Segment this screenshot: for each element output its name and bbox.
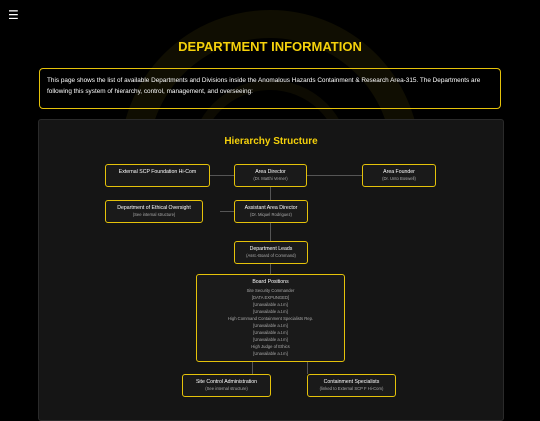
connector-director-assistant	[270, 187, 271, 201]
connector-board-sitecontrol	[252, 362, 253, 374]
node-subtitle: (Dr. Miquel Rodriguez)	[250, 212, 292, 217]
connector-board-containment	[307, 362, 308, 374]
node-title: Area Director	[255, 169, 286, 175]
node-subtitle: (linked to External SCP F Hi-Com)	[319, 386, 384, 391]
connector-leads-board	[270, 264, 271, 274]
node-subtitle: (See internal structure)	[205, 386, 248, 391]
node-containment-specialists[interactable]	[307, 374, 396, 397]
board-line: High Command Containment Specialists Rep.	[227, 316, 314, 321]
node-site-control[interactable]	[182, 374, 271, 397]
node-title: Containment Specialists	[323, 379, 380, 385]
board-line: [Unavailable a.t.m]	[253, 337, 288, 342]
node-title: Site Control Administration	[195, 379, 258, 385]
board-line: [Unavailable a.t.m]	[253, 309, 288, 314]
node-external-hicom[interactable]	[105, 164, 210, 187]
node-subtitle: (See internal structure)	[132, 212, 176, 217]
hamburger-menu-icon[interactable]: ☰	[8, 8, 19, 22]
node-title: External SCP Foundation Hi-Com	[118, 169, 197, 175]
node-area-founder[interactable]	[362, 164, 436, 187]
node-title: Board Positions	[252, 279, 289, 285]
hierarchy-title: Hierarchy Structure	[224, 136, 318, 147]
node-assistant-director[interactable]	[234, 200, 308, 223]
board-line: [Unavailable a.t.m]	[253, 351, 288, 356]
node-subtitle: (Dr. Unto Boswell)	[382, 176, 416, 181]
board-line: Site Security Commander	[246, 288, 295, 293]
connector-director-founder	[307, 175, 362, 176]
node-title: Area Founder	[383, 169, 415, 175]
connector-ethics-assistant	[220, 211, 234, 212]
intro-text: This page shows the list of available Departments and Divisions inside the Anomalous Hazards Containment & Research Area-315. The Departments are following this system of hierarchy, control, management, and overseeing:	[47, 77, 481, 95]
node-subtitle: (Asst.-Board of Command)	[246, 253, 296, 258]
board-line: [Unavailable a.t.m]	[253, 302, 288, 307]
connector-assistant-leads	[270, 223, 271, 241]
node-subtitle: (Dr. Matthi Verner)	[253, 176, 288, 181]
node-board-positions[interactable]	[196, 274, 345, 362]
page-title: DEPARTMENT INFORMATION	[178, 39, 362, 54]
board-line: [Unavailable a.t.m]	[253, 323, 288, 328]
node-title: Assistant Area Director	[244, 205, 298, 211]
hierarchy-panel	[38, 119, 504, 421]
board-line: [DATA EXPUNGED]	[251, 295, 290, 300]
node-ethical-oversight[interactable]	[105, 200, 203, 223]
node-title: Department of Ethical Oversight	[117, 205, 191, 211]
board-line: High Judge of Ethics	[251, 344, 290, 349]
board-line: [Unavailable a.t.m]	[253, 330, 288, 335]
node-department-leads[interactable]	[234, 241, 308, 264]
node-title: Department Leads	[249, 246, 293, 252]
node-area-director[interactable]	[234, 164, 307, 187]
intro-box	[39, 68, 501, 109]
